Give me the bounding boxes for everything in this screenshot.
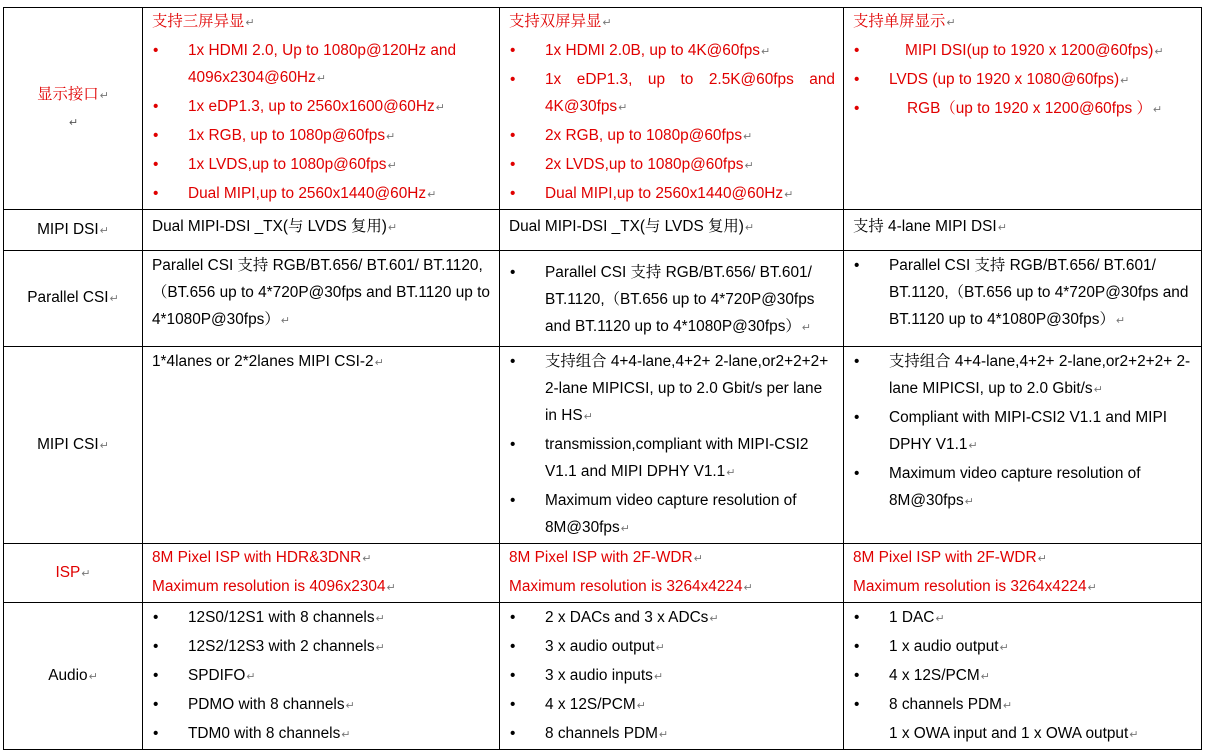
- mipi-csi-single-list: [853, 348, 1193, 516]
- cell-mipi-dsi-single: 支持 4-lane MIPI DSI↵: [844, 210, 1202, 251]
- cell-mipi-csi-single: [844, 347, 1202, 544]
- list-item: • Dual MIPI,up to 2560x1440@60Hz↵: [509, 180, 835, 209]
- list-item: • 支持组合 4+4-lane,4+2+ 2-lane,or2+2+2+ 2-lane MIPICSI, up to 2.0 Gbit/s per lane in HS↵: [509, 348, 835, 431]
- cell-parallel-csi-triple: Parallel CSI 支持 RGB/BT.656/ BT.601/ BT.1120,（BT.656 up to 4*720P@30fps and BT.1120 up to 4*1080P@30fps）↵: [143, 251, 500, 347]
- cell-mipi-csi-triple: 1*4lanes or 2*2lanes MIPI CSI-2↵: [143, 347, 500, 544]
- cell-mipi-csi-dual: [500, 347, 844, 544]
- list-item: • 3 x audio output↵: [509, 633, 835, 662]
- cell-isp-triple: 8M Pixel ISP with HDR&3DNR↵ Maximum resolution is 4096x2304↵: [143, 544, 500, 603]
- list-item: • Dual MIPI,up to 2560x1440@60Hz↵: [152, 180, 491, 209]
- list-item: • 2x RGB, up to 1080p@60fps↵: [509, 122, 835, 151]
- row-label-audio: Audio↵: [4, 603, 143, 750]
- row-label-isp: ISP↵: [4, 544, 143, 603]
- display-triple-list: [152, 37, 491, 209]
- cell-audio-single: [844, 603, 1202, 750]
- list-item: • 支持组合 4+4-lane,4+2+ 2-lane,or2+2+2+ 2-lane MIPICSI, up to 2.0 Gbit/s↵: [853, 348, 1193, 404]
- list-item: • MIPI DSI(up to 1920 x 1200@60fps)↵: [853, 37, 1193, 66]
- list-item: • PDMO with 8 channels↵: [152, 691, 491, 720]
- display-label-text: 显示接口: [37, 85, 99, 103]
- row-isp: [4, 544, 1202, 603]
- column-title-triple: 支持三屏异显↵: [152, 13, 255, 30]
- list-item: • Parallel CSI 支持 RGB/BT.656/ BT.601/ BT.1120,（BT.656 up to 4*720P@30fps and BT.1120 up to 4*1080P@30fps）↵: [509, 259, 835, 342]
- column-title-single: 支持单屏显示↵: [853, 13, 956, 30]
- audio-triple-list: [152, 604, 491, 749]
- cell-isp-single: 8M Pixel ISP with 2F-WDR↵ Maximum resolution is 3264x4224↵: [844, 544, 1202, 603]
- list-item: • 12S2/12S3 with 2 channels↵: [152, 633, 491, 662]
- row-label-display: 显示接口↵ ↵: [4, 8, 143, 210]
- audio-single-extra: 1 x OWA input and 1 x OWA output↵: [889, 725, 1139, 742]
- list-item: • 1 x audio output↵: [853, 633, 1193, 662]
- cell-audio-triple: [143, 603, 500, 750]
- list-item: • 1x HDMI 2.0, Up to 1080p@120Hz and 4096x2304@60Hz↵: [152, 37, 491, 93]
- cell-parallel-csi-single: [844, 251, 1202, 347]
- list-item: • 2 x DACs and 3 x ADCs↵: [509, 604, 835, 633]
- list-item: • 8 channels PDM↵: [509, 720, 835, 749]
- list-item: • Parallel CSI 支持 RGB/BT.656/ BT.601/ BT.1120,（BT.656 up to 4*720P@30fps and BT.1120 up to 4*1080P@30fps）↵: [853, 252, 1193, 335]
- list-item: • Maximum video capture resolution of 8M@30fps↵: [509, 487, 835, 543]
- list-item: • 2x LVDS,up to 1080p@60fps↵: [509, 151, 835, 180]
- mipi-csi-dual-list: [509, 348, 835, 543]
- list-item: • 4 x 12S/PCM↵: [853, 662, 1193, 691]
- cell-display-single: [844, 8, 1202, 210]
- list-item: • 8 channels PDM↵: [853, 691, 1193, 720]
- parallel-csi-single-list: [853, 252, 1193, 335]
- list-item: • 1x eDP1.3, up to 2.5K@60fps and 4K@30fps↵: [509, 66, 835, 122]
- row-mipi-csi: [4, 347, 1202, 544]
- cell-mipi-dsi-triple: Dual MIPI-DSI _TX(与 LVDS 复用)↵: [143, 210, 500, 251]
- list-item: • 1x RGB, up to 1080p@60fps↵: [152, 122, 491, 151]
- list-item: • SPDIFO↵: [152, 662, 491, 691]
- list-item: • 1x HDMI 2.0B, up to 4K@60fps↵: [509, 37, 835, 66]
- spec-table: [3, 7, 1202, 750]
- cell-display-dual: [500, 8, 844, 210]
- list-item: • Maximum video capture resolution of 8M@30fps↵: [853, 460, 1193, 516]
- cell-isp-dual: 8M Pixel ISP with 2F-WDR↵ Maximum resolution is 3264x4224↵: [500, 544, 844, 603]
- list-item: • 3 x audio inputs↵: [509, 662, 835, 691]
- list-item: • 12S0/12S1 with 8 channels↵: [152, 604, 491, 633]
- column-title-dual: 支持双屏异显↵: [509, 13, 612, 30]
- row-audio: [4, 603, 1202, 750]
- list-item: • LVDS (up to 1920 x 1080@60fps)↵: [853, 66, 1193, 95]
- display-single-list: [853, 37, 1193, 124]
- cell-parallel-csi-dual: [500, 251, 844, 347]
- parallel-csi-dual-list: [509, 259, 835, 342]
- row-display: [4, 8, 1202, 210]
- list-item: • 1x LVDS,up to 1080p@60fps↵: [152, 151, 491, 180]
- list-item: • 4 x 12S/PCM↵: [509, 691, 835, 720]
- row-label-mipi-dsi: MIPI DSI↵: [4, 210, 143, 251]
- audio-single-list: [853, 604, 1193, 720]
- cell-display-triple: [143, 8, 500, 210]
- cell-audio-dual: [500, 603, 844, 750]
- row-label-mipi-csi: MIPI CSI↵: [4, 347, 143, 544]
- list-item: • transmission,compliant with MIPI-CSI2 V1.1 and MIPI DPHY V1.1↵: [509, 431, 835, 487]
- cell-mipi-dsi-dual: Dual MIPI-DSI _TX(与 LVDS 复用)↵: [500, 210, 844, 251]
- list-item: • Compliant with MIPI-CSI2 V1.1 and MIPI DPHY V1.1↵: [853, 404, 1193, 460]
- audio-dual-list: [509, 604, 835, 749]
- row-mipi-dsi: [4, 210, 1202, 251]
- list-item: • 1 DAC↵: [853, 604, 1193, 633]
- display-dual-list: [509, 37, 835, 209]
- list-item: • RGB（up to 1920 x 1200@60fps ）↵: [853, 95, 1193, 124]
- row-parallel-csi: [4, 251, 1202, 347]
- list-item: • 1x eDP1.3, up to 2560x1600@60Hz↵: [152, 93, 491, 122]
- row-label-parallel-csi: Parallel CSI↵: [4, 251, 143, 347]
- list-item: • TDM0 with 8 channels↵: [152, 720, 491, 749]
